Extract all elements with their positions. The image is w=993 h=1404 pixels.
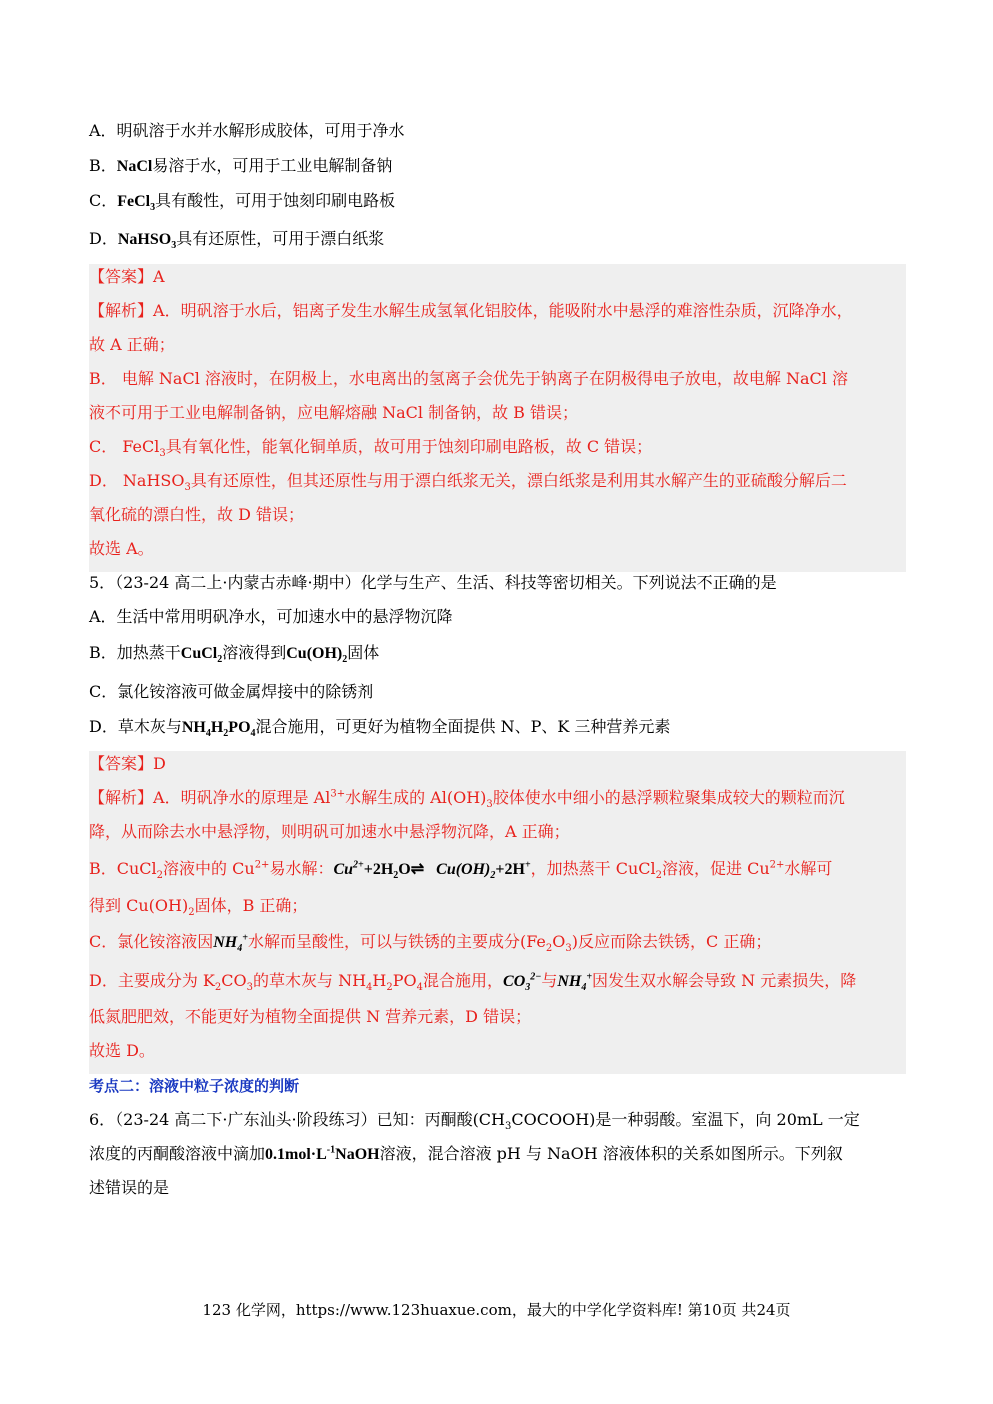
q4-answer: 【答案】A bbox=[89, 267, 165, 286]
q4-analysis-a-cont: 故 A 正确； bbox=[89, 335, 175, 354]
q4-analysis-c: C． FeCl$_3$具有氧化性，能氧化铜单质，故可用于蚀刻印刷电路板，故 C 错误； bbox=[89, 437, 653, 460]
q4-option-c: C．FeCl$_3$具有酸性，可用于蚀刻印刷电路板 bbox=[89, 191, 396, 214]
q5-stem: 5．（23-24 高二上·内蒙古赤峰·期中）化学与生产、生活、科技等密切相关。下列说法不正确的是 bbox=[89, 573, 777, 592]
q6-stem-line1: 6．（23-24 高二下·广东汕头·阶段练习）已知：丙酮酸$(CH_3COCOOH)$是一种弱酸。室温下，向 20mL 一定 bbox=[89, 1110, 860, 1133]
q6-stem-line2: 浓度的丙酮酸溶液中滴加$0.1mol\cdot L^{-1}NaOH$溶液，混合溶液 pH 与 NaOH 溶液体积的关系如图所示。下列叙 bbox=[89, 1144, 843, 1163]
q4-analysis-a: 【解析】A．明矾溶于水后，铝离子发生水解生成氢氧化铝胶体，能吸附水中悬浮的难溶性杂质，沉降净水， bbox=[89, 301, 853, 320]
q5-analysis-d: D．主要成分为 $K_2CO_3$的草木灰与 $NH_4H_2PO_4$混合施用，$CO_3^{2-}$与$NH_4^+$因发生双水解会导致 N 元素损失，降 bbox=[89, 971, 857, 994]
q4-analysis-b: B． 电解 NaCl 溶液时，在阴极上，水电离出的氢离子会优先于钠离子在阴极得电子放电，故电解 NaCl 溶 bbox=[89, 369, 848, 388]
q4-option-d: D．NaHSO$_3$具有还原性，可用于漂白纸浆 bbox=[89, 229, 385, 252]
q5-option-c: C．氯化铵溶液可做金属焊接中的除锈剂 bbox=[89, 682, 374, 701]
q4-analysis-d: D． NaHSO$_3$具有还原性，但其还原性与用于漂白纸浆无关，漂白纸浆是利用其水解产生的亚硫酸分解后二 bbox=[89, 471, 847, 494]
section-heading: 考点二：溶液中粒子浓度的判断 bbox=[89, 1077, 300, 1095]
q5-analysis-b: B．CuCl$_2$溶液中的 $Cu^{2+}$易水解：$Cu^{2+}+2H_2O\rightleftharpoons$ $Cu(OH)_2+2H^+$，加热蒸干 CuCl$_2$溶液，促进 $Cu^{2+}$水解可 bbox=[89, 859, 833, 882]
q5-analysis-b-cont: 得到 $Cu(OH)_2$固体，B 正确； bbox=[89, 896, 308, 919]
q6-stem-line3: 述错误的是 bbox=[89, 1178, 170, 1197]
q5-option-b: B．加热蒸干CuCl$_2$溶液得到$Cu(OH)_2$固体 bbox=[89, 643, 380, 666]
q5-analysis-a: 【解析】A．明矾净水的原理是 $Al^{3+}$水解生成的 $Al(OH)_3$胶体使水中细小的悬浮颗粒聚集成较大的颗粒而沉 bbox=[89, 788, 845, 811]
page-footer: 123 化学网，https://www.123huaxue.com，最大的中学化学资料库! 第10页 共24页 bbox=[202, 1301, 791, 1319]
hydrolysis-equation: $Cu^{2+}+2H_2O\rightleftharpoons$ $Cu(OH)_2+2H^+$ bbox=[333, 859, 531, 882]
q5-analysis-d-cont: 低氮肥肥效，不能更好为植物全面提供 N 营养元素，D 错误； bbox=[89, 1007, 532, 1026]
q4-analysis-b-cont: 液不可用于工业电解制备钠，应电解熔融 NaCl 制备钠，故 B 错误； bbox=[89, 403, 579, 422]
q4-analysis-d-cont: 氧化硫的漂白性，故 D 错误； bbox=[89, 505, 305, 524]
q5-option-a: A．生活中常用明矾净水，可加速水中的悬浮物沉降 bbox=[89, 607, 453, 626]
q4-option-b: B．NaCl易溶于水，可用于工业电解制备钠 bbox=[89, 156, 393, 175]
q4-option-a: A．明矾溶于水并水解形成胶体，可用于净水 bbox=[89, 121, 405, 140]
q5-analysis-a-cont: 降，从而除去水中悬浮物，则明矾可加速水中悬浮物沉降，A 正确； bbox=[89, 822, 570, 841]
q5-conclusion: 故选 D。 bbox=[89, 1041, 155, 1060]
q5-analysis-c: C．氯化铵溶液因$NH_4^+$水解而呈酸性，可以与铁锈的主要成分$(Fe_2O_3)$反应而除去铁锈，C 正确； bbox=[89, 932, 772, 955]
q5-option-d: D．草木灰与$NH_4H_2PO_4$混合施用，可更好为植物全面提供 N、P、K 三种营养元素 bbox=[89, 717, 671, 740]
q4-conclusion: 故选 A。 bbox=[89, 539, 154, 558]
q5-answer: 【答案】D bbox=[89, 754, 166, 773]
